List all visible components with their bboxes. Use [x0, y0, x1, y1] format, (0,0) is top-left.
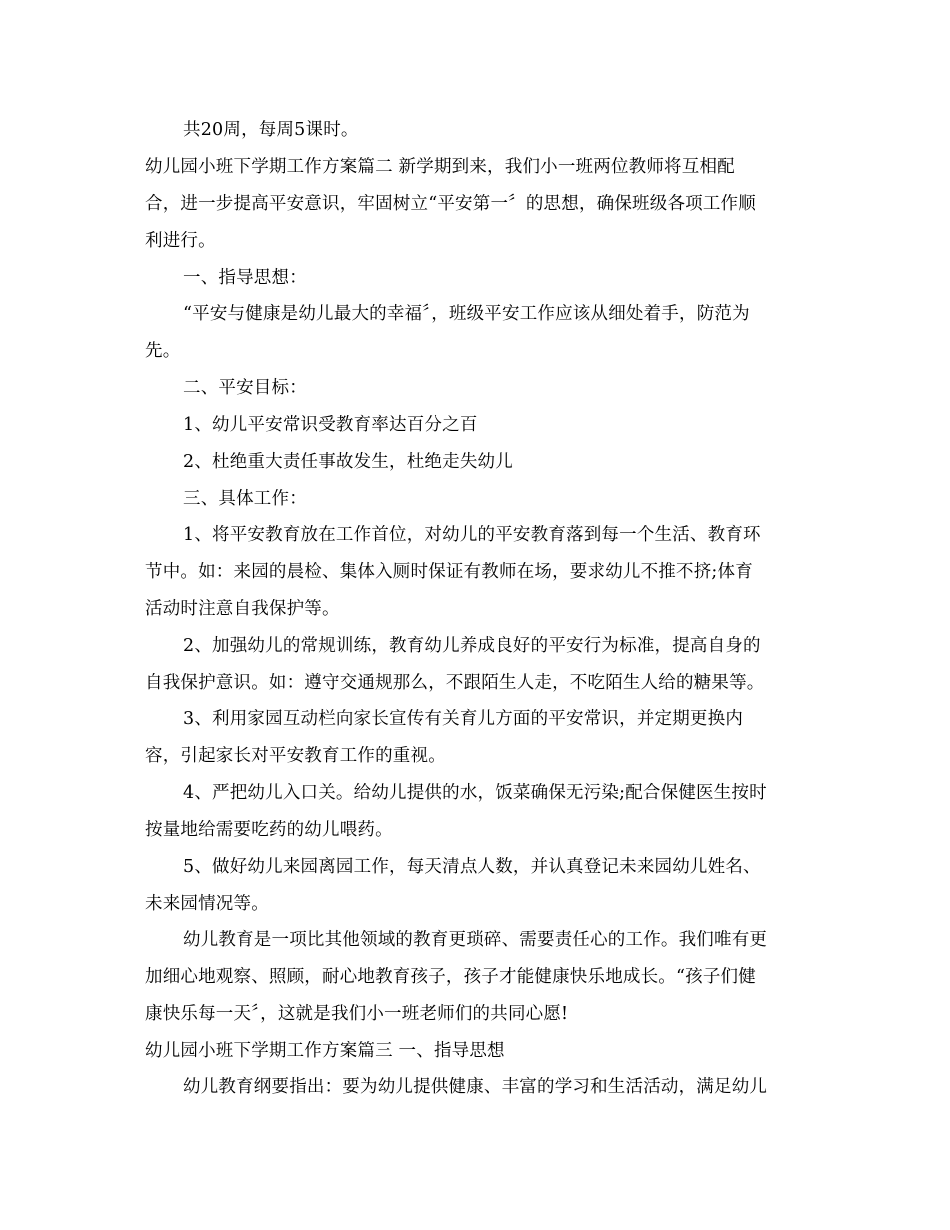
text-line: 利进行。	[145, 231, 216, 251]
text-line: 按量地给需要吃药的幼儿喂药。	[145, 820, 393, 840]
subheading-line: 三、具体工作：	[183, 489, 307, 509]
paragraph-line: 幼儿教育是一项比其他领域的教育更琐碎、需要责任心的工作。我们唯有更	[183, 930, 768, 950]
text-line: 先。	[145, 341, 181, 361]
text-line: “平安与健康是幼儿最大的幸福〞，班级平安工作应该从细处着手，防范为	[183, 304, 750, 324]
list-item: 1、幼儿平安常识受教育率达百分之百	[183, 415, 478, 435]
list-item: 2、加强幼儿的常规训练，教育幼儿养成良好的平安行为标准，提高自身的	[183, 636, 761, 656]
list-item: 4、严把幼儿入口关。给幼儿提供的水，饭菜确保无污染;配合保健医生按时	[183, 783, 767, 803]
text-line: 自我保护意识。如：遵守交通规那么，不跟陌生人走，不吃陌生人给的糖果等。	[145, 673, 765, 693]
section-heading-line: 幼儿园小班下学期工作方案篇三 一、指导思想	[145, 1041, 505, 1061]
subheading-line: 一、指导思想：	[183, 268, 307, 288]
text-line: 康快乐每一天〞，这就是我们小一班老师们的共同心愿!	[145, 1004, 569, 1024]
list-item: 1、将平安教育放在工作首位，对幼儿的平安教育落到每一个生活、教育环	[183, 525, 761, 545]
text-line: 加细心地观察、照顾，耐心地教育孩子，孩子才能健康快乐地成长。“孩子们健	[145, 967, 756, 987]
text-line: 节中。如：来园的晨检、集体入厕时保证有教师在场，要求幼儿不推不挤;体育	[145, 562, 753, 582]
text-line: 活动时注意自我保护等。	[145, 599, 340, 619]
list-item: 3、利用家园互动栏向家长宣传有关育儿方面的平安常识，并定期更换内	[183, 709, 744, 729]
text-line: 共20周，每周5课时。	[183, 120, 359, 140]
subheading-line: 二、平安目标：	[183, 378, 307, 398]
section-heading-line: 幼儿园小班下学期工作方案篇二 新学期到来，我们小一班两位教师将互相配	[145, 157, 735, 177]
paragraph-line: 幼儿教育纲要指出：要为幼儿提供健康、丰富的学习和生活活动，满足幼儿	[183, 1077, 768, 1097]
text-line: 未来园情况等。	[145, 894, 269, 914]
list-item: 2、杜绝重大责任事故发生，杜绝走失幼儿	[183, 452, 513, 472]
list-item: 5、做好幼儿来园离园工作，每天清点人数，并认真登记未来园幼儿姓名、	[183, 857, 761, 877]
text-line: 容，引起家长对平安教育工作的重视。	[145, 746, 446, 766]
text-line: 合，进一步提高平安意识，牢固树立“平安第一〞的思想，确保班级各项工作顺	[145, 194, 756, 214]
